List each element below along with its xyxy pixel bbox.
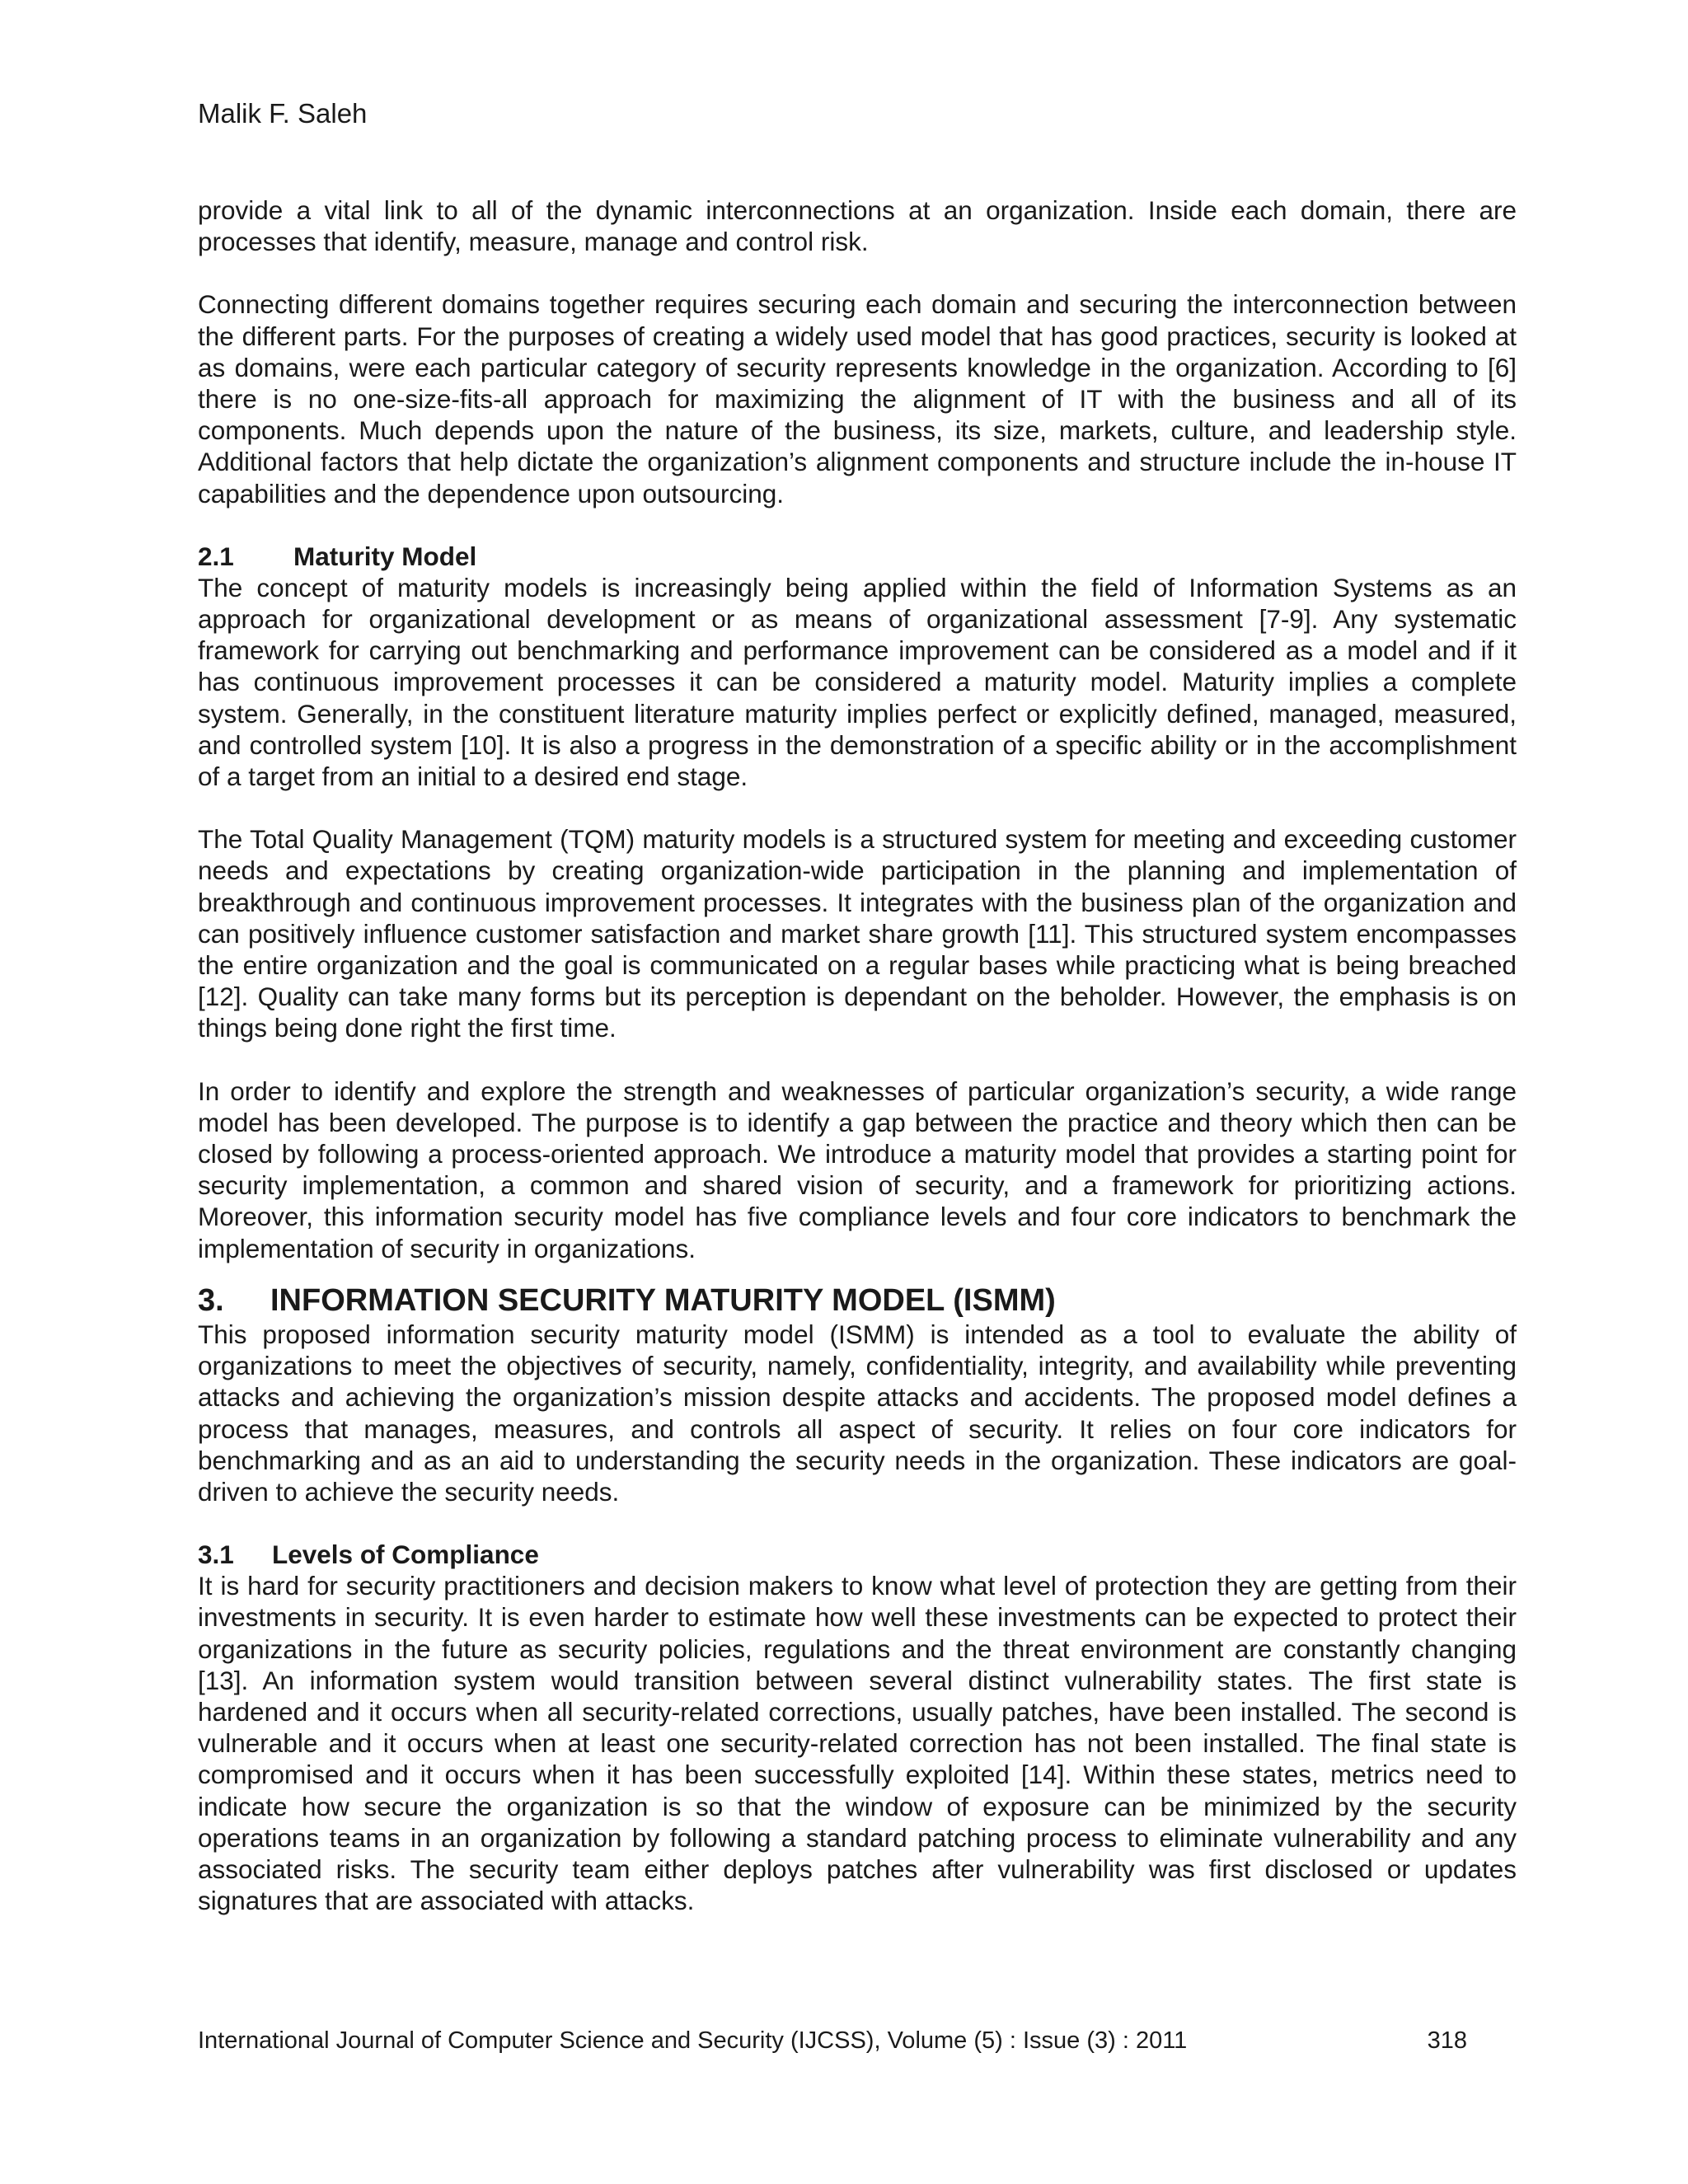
section-title: INFORMATION SECURITY MATURITY MODEL (ISMM) [270,1282,1056,1318]
subsection-title: Maturity Model [293,541,477,571]
body-text [198,194,1517,1947]
subsection-number: 2.1 [198,541,234,571]
page-footer [198,2026,1467,2055]
paragraph: provide a vital link to all of the dynamic interconnections at an organization. Inside each domain, there are processes that identify, measure, manage and control risk. [198,195,1517,257]
paragraph: The concept of maturity models is increasingly being applied within the field of Information Systems as an approach for organizational development or as means of organizational assessment [7-9]. Any systematic framework for carrying out benchmarking and performance improvement can be considered as a model and if it has continuous improvement processes it can be considered a maturity model. Maturity implies a complete system. Generally, in the constituent literature maturity implies perfect or explicitly defined, managed, measured, and controlled system [10]. It is also a progress in the demonstration of a specific ability or in the accomplishment of a target from an initial to a desired end stage. [198,572,1517,792]
paragraph: This proposed information security maturity model (ISMM) is intended as a tool to evaluate the ability of organizations to meet the objectives of security, namely, confidentiality, integrity, and availability while preventing attacks and achieving the organization’s mission despite attacks and accidents. The proposed model defines a process that manages, measures, and controls all aspect of security. It relies on four core indicators for benchmarking and as an aid to understanding the security needs in the organization. These indicators are goal-driven to achieve the security needs. [198,1319,1517,1507]
subsection-heading-3-1 [198,1539,1517,1570]
footer-journal: International Journal of Computer Science and Security (IJCSS), Volume (5) : Issue (3) : 2011 [198,2027,1188,2054]
subsection-heading-2-1 [198,541,1517,572]
page-number: 318 [1427,2027,1467,2054]
paragraph: It is hard for security practitioners and decision makers to know what level of protection they are getting from their investments in security. It is even harder to estimate how well these investments can be expected to protect their organizations in the future as security policies, regulations and the threat environment are constantly changing [13]. An information system would transition between several distinct vulnerability states. The first state is hardened and it occurs when all security-related corrections, usually patches, have been installed. The second is vulnerable and it occurs when at least one security-related correction has not been installed. The final state is compromised and it occurs when it has been successfully exploited [14]. Within these states, metrics need to indicate how secure the organization is so that the window of exposure can be minimized by the security operations teams in an organization by following a standard patching process to eliminate vulnerability and any associated risks. The security team either deploys patches after vulnerability was first disclosed or updates signatures that are associated with attacks. [198,1571,1517,1916]
paragraph: The Total Quality Management (TQM) maturity models is a structured system for meeting and exceeding customer needs and expectations by creating organization-wide participation in the planning and implementation of breakthrough and continuous improvement processes. It integrates with the business plan of the organization and can positively influence customer satisfaction and market share growth [11]. This structured system encompasses the entire organization and the goal is communicated on a regular bases while practicing what is being breached [12]. Quality can take many forms but its perception is dependant on the beholder. However, the emphasis is on things being done right the first time. [198,824,1517,1043]
running-header-author: Malik F. Saleh [198,98,368,129]
section-number: 3. [198,1282,224,1318]
subsection-number: 3.1 [198,1540,234,1570]
paragraph: Connecting different domains together requires securing each domain and securing the interconnection between the different parts. For the purposes of creating a widely used model that has good practices, security is looked at as domains, were each particular category of security represents knowledge in the organization. According to [6] there is no one-size-fits-all approach for maximizing the alignment of IT with the business and all of its components. Much depends upon the nature of the business, its size, markets, culture, and leadership style. Additional factors that help dictate the organization’s alignment components and structure include the in-house IT capabilities and the dependence upon outsourcing. [198,289,1517,509]
section-heading-3 [198,1282,1517,1319]
subsection-title: Levels of Compliance [272,1540,539,1570]
paragraph: In order to identify and explore the strength and weaknesses of particular organization’s security, a wide range model has been developed. The purpose is to identify a gap between the practice and theory which then can be closed by following a process-oriented approach. We introduce a maturity model that provides a starting point for security implementation, a common and shared vision of security, and a framework for prioritizing actions. Moreover, this information security model has five compliance levels and four core indicators to benchmark the implementation of security in organizations. [198,1076,1517,1263]
